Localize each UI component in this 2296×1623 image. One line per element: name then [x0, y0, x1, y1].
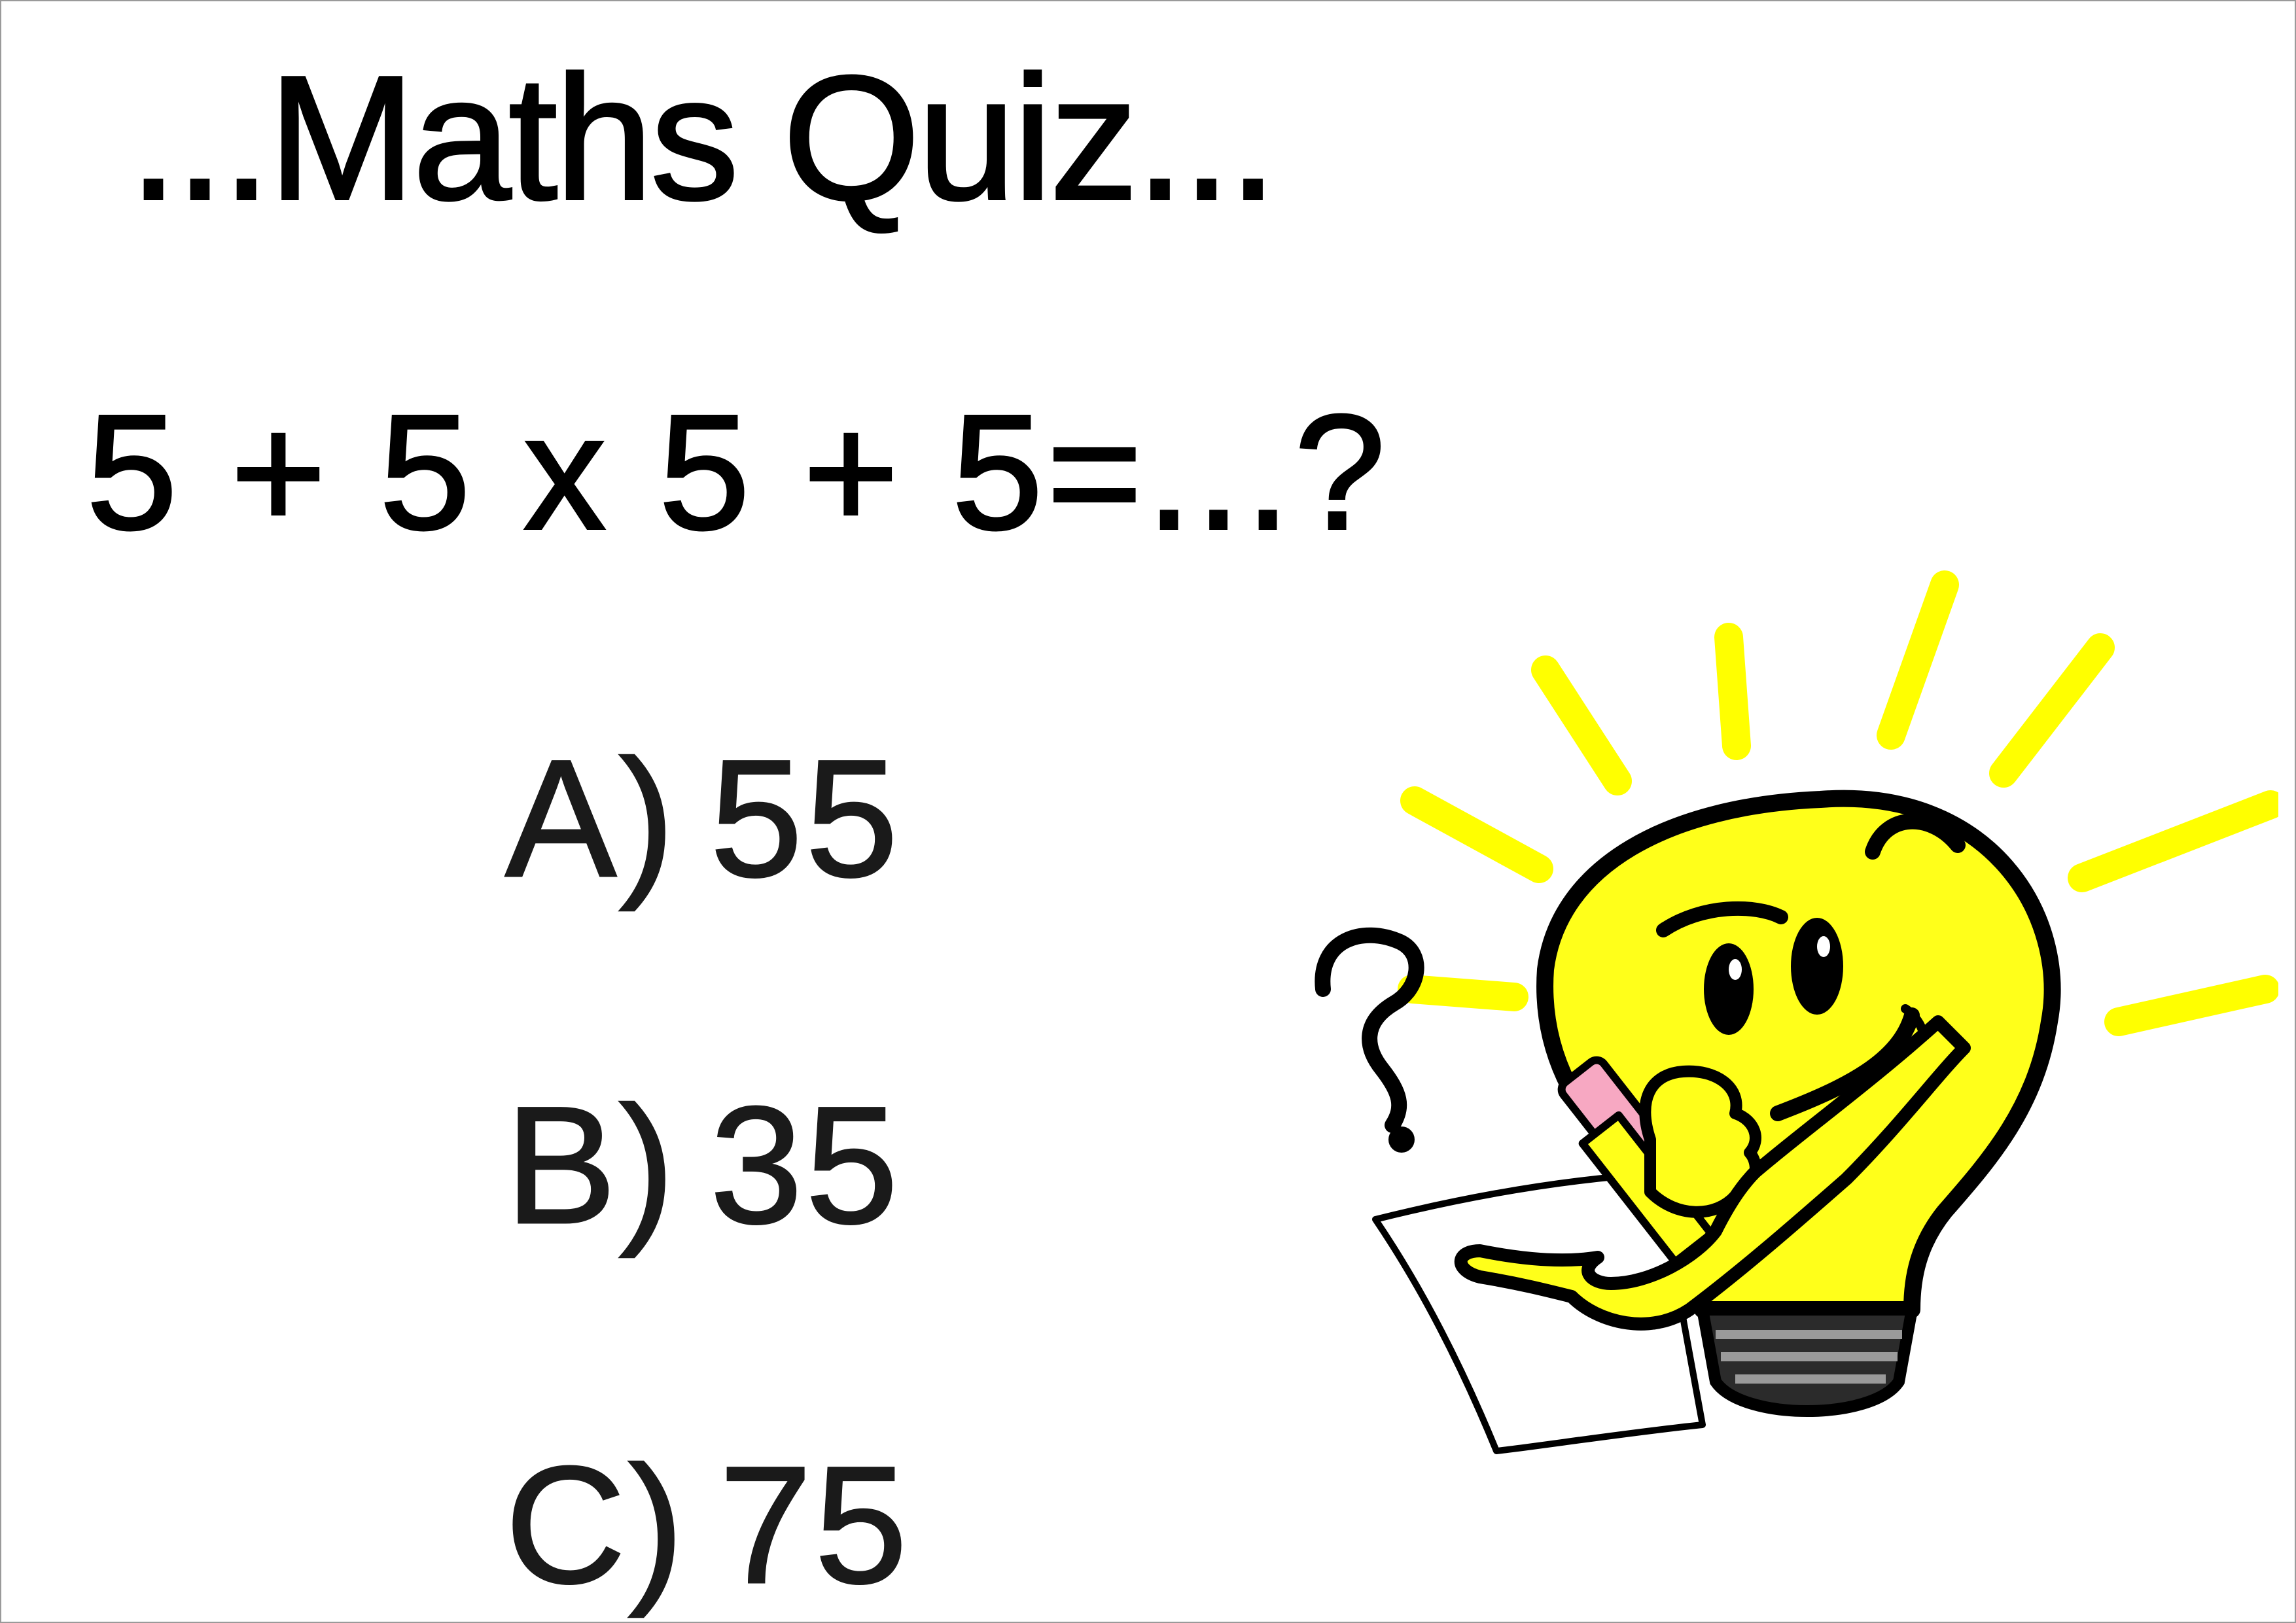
option-value: 35 — [710, 1072, 901, 1259]
thinking-lightbulb-icon — [1284, 564, 2278, 1526]
answer-option-a[interactable] — [505, 714, 901, 924]
bulb-base — [1703, 1310, 1912, 1411]
option-letter: A) — [505, 725, 677, 912]
quiz-question: 5 + 5 x 5 + 5=...? — [86, 381, 1390, 563]
right-eye — [1791, 918, 1843, 1015]
option-value: 55 — [710, 725, 901, 912]
question-mark-dot — [1388, 1126, 1415, 1153]
option-letter: C) — [505, 1432, 687, 1618]
answer-option-b[interactable] — [505, 1061, 901, 1270]
question-mark-icon — [1322, 935, 1416, 1125]
left-eye — [1704, 943, 1754, 1035]
quiz-title: ...Maths Quiz... — [129, 40, 1275, 237]
answer-option-c[interactable] — [505, 1421, 910, 1623]
option-letter: B) — [505, 1072, 677, 1259]
option-value: 75 — [719, 1432, 910, 1618]
